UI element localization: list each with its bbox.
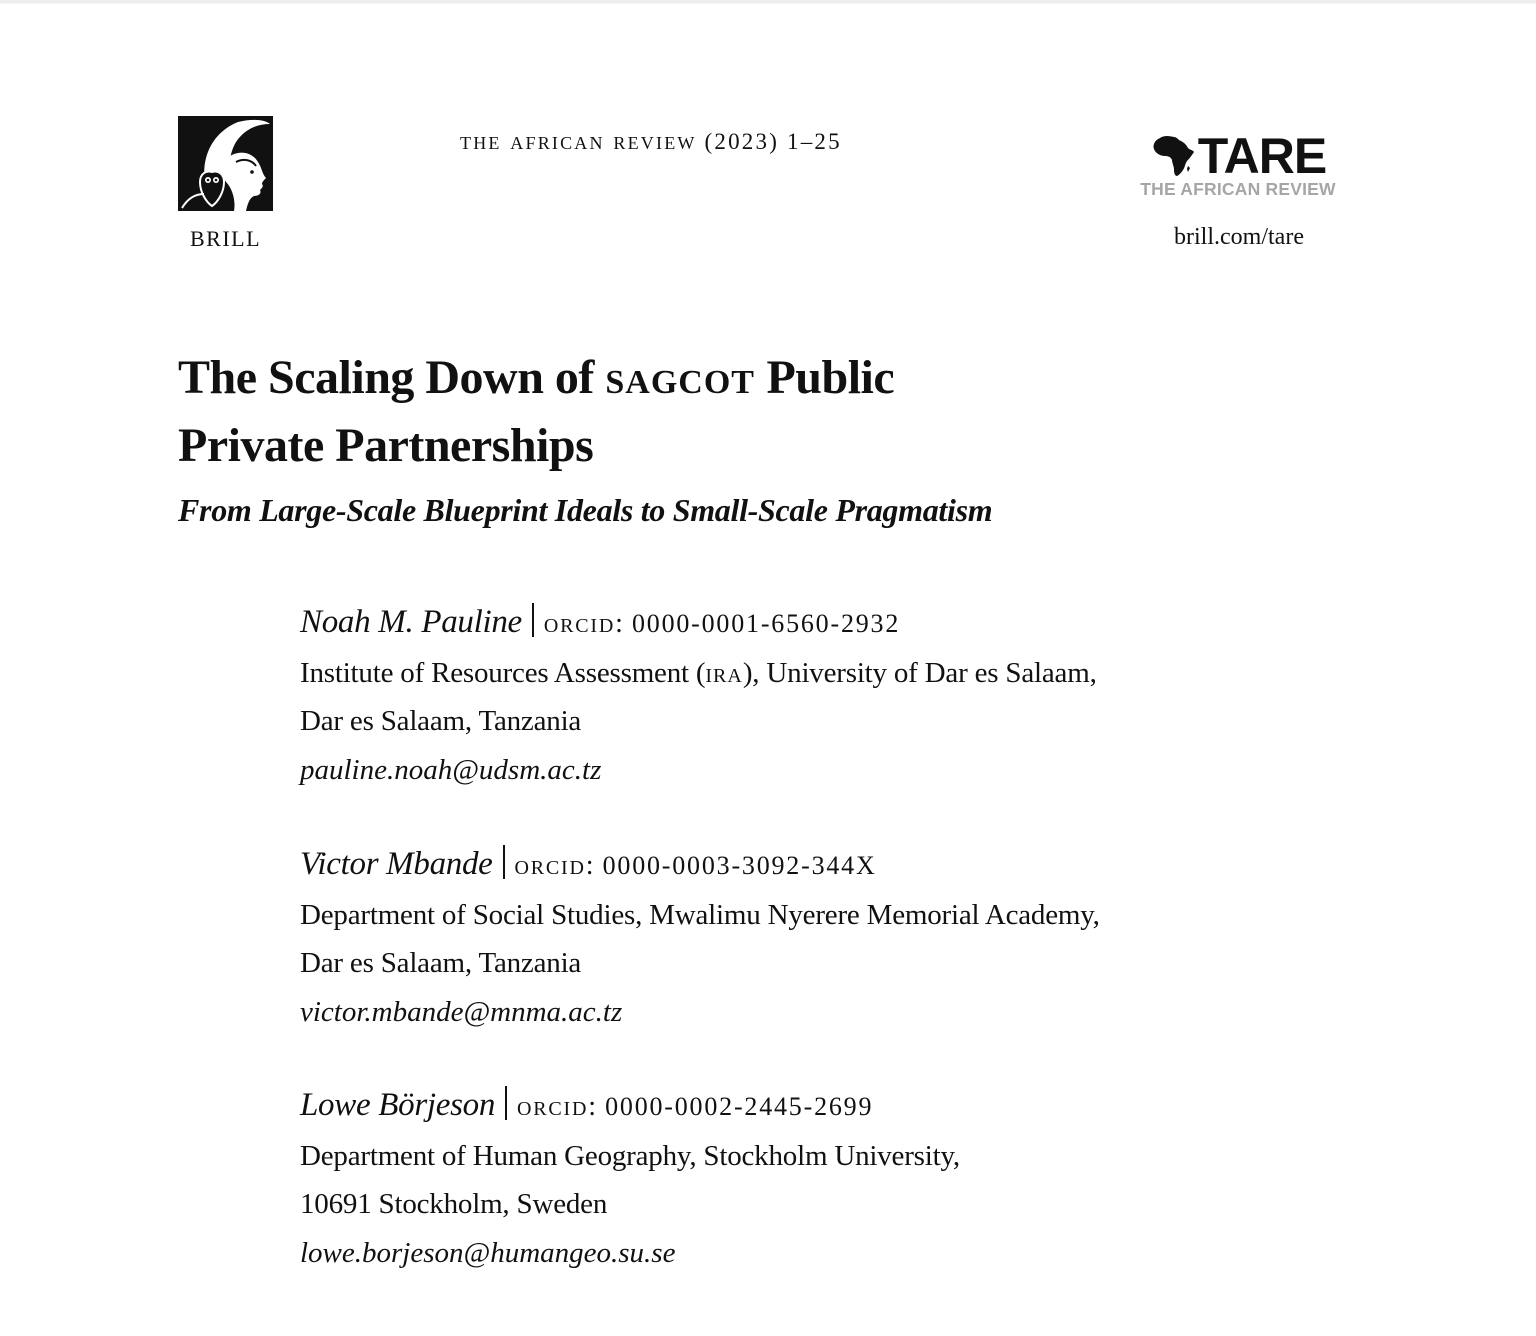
author-block xyxy=(300,840,1100,1036)
brill-athena-logo-icon xyxy=(178,116,273,211)
separator-bar xyxy=(505,1086,507,1120)
author-name: Noah M. Pauline xyxy=(300,604,522,640)
orcid-id-link[interactable]: 0000-0001-6560-2932 xyxy=(631,609,901,638)
author-block xyxy=(300,598,1097,794)
article-title xyxy=(178,344,894,480)
author-email-link[interactable]: lowe.borjeson@humangeo.su.se xyxy=(300,1236,676,1269)
author-affiliation xyxy=(300,649,1097,698)
author-name: Lowe Börjeson xyxy=(300,1087,496,1123)
article-subtitle: From Large-Scale Blueprint Ideals to Small-Scale Pragmatism xyxy=(178,492,993,528)
author-affiliation: Department of Social Studies, Mwalimu Nyerere Memorial Academy, xyxy=(300,898,1100,931)
journal-logo xyxy=(1128,128,1348,200)
orcid-id-link[interactable]: 0000-0002-2445-2699 xyxy=(605,1092,874,1121)
affiliation-text: ), University of Dar es Salaam, xyxy=(742,656,1097,689)
orcid-label: orcid: xyxy=(543,608,625,639)
separator-bar xyxy=(503,845,505,879)
running-head xyxy=(460,126,842,156)
title-acronym: sagcot xyxy=(605,351,755,404)
title-line-2: Private Partnerships xyxy=(178,419,594,472)
top-border xyxy=(0,0,1536,4)
orcid-label: orcid: xyxy=(517,1091,598,1122)
author-location: Dar es Salaam, Tanzania xyxy=(300,705,582,737)
author-name-line xyxy=(300,840,1100,891)
affiliation-text: Institute of Resources Assessment ( xyxy=(300,656,706,689)
publisher-name: BRILL xyxy=(189,226,262,251)
running-head-meta: (2023) 1–25 xyxy=(704,129,842,154)
author-name-line xyxy=(300,1081,960,1132)
orcid-label: orcid: xyxy=(514,850,596,881)
author-affiliation: Department of Human Geography, Stockholm University, xyxy=(300,1139,960,1172)
journal-url-link[interactable]: brill.com/tare xyxy=(1174,224,1304,250)
author-location: 10691 Stockholm, Sweden xyxy=(300,1188,608,1220)
title-line-1 xyxy=(178,344,894,412)
africa-map-icon xyxy=(1150,132,1196,178)
separator-bar xyxy=(532,603,534,637)
author-name: Victor Mbande xyxy=(300,846,493,882)
running-head-journal: the african review xyxy=(460,126,697,155)
title-text: The Scaling Down of xyxy=(178,351,606,404)
affiliation-acronym: ira xyxy=(705,656,743,689)
author-email-link[interactable]: pauline.noah@udsm.ac.tz xyxy=(300,753,602,786)
orcid-id-link[interactable]: 0000-0003-3092-344X xyxy=(602,851,877,880)
journal-logo-subtitle: THE AFRICAN REVIEW xyxy=(1140,179,1336,199)
author-block xyxy=(300,1081,960,1277)
author-location: Dar es Salaam, Tanzania xyxy=(300,947,582,979)
author-email-link[interactable]: victor.mbande@mnma.ac.tz xyxy=(300,995,623,1028)
journal-logo-word: TARE xyxy=(1197,128,1327,184)
author-name-line xyxy=(300,598,1097,649)
title-text: Public xyxy=(754,351,895,404)
